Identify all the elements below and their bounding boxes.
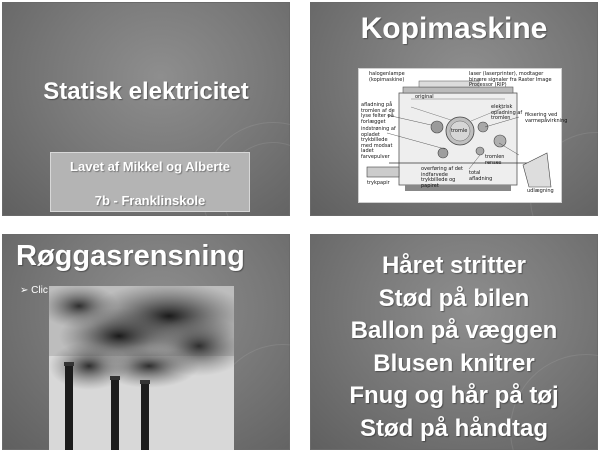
list-item: Håret stritter [381, 252, 527, 279]
slide-thumbnail-4[interactable] [310, 234, 598, 450]
slide-thumbnail-1[interactable] [2, 2, 290, 216]
diagram-label: elektrisk opladning af tromlen [491, 104, 523, 121]
diagram-label: tromlen renses [485, 154, 505, 166]
slide-thumbnail-2[interactable] [310, 2, 598, 216]
smokestack-illustration [49, 286, 234, 450]
diagram-label: trykpapir [367, 180, 390, 186]
diagram-label: afladning på tromlen af de lyse felter på forlægget [361, 102, 395, 125]
slide-title: Kopimaskine [360, 12, 548, 45]
diagram-label: overføring af det indfarvede trykbillede og papiret [421, 166, 463, 189]
diagram-label: indstrøning af opladet trykbillede med modsat ladet farvepulver [361, 126, 396, 160]
diagram-label: total afladning [469, 170, 493, 182]
bullet-label: Clic [31, 285, 48, 296]
diagram-label: tromle [451, 128, 468, 134]
slide-thumbnail-3[interactable] [2, 234, 290, 450]
diagram-label: udlægning [527, 188, 554, 194]
copier-diagram [358, 68, 568, 203]
slide-title: Statisk elektricitet [43, 78, 249, 105]
diagram-label: laser (laserprinter), modtager binære signaler fra Raster Image Processor (RIP) [469, 71, 552, 88]
list-item: Fnug og hår på tøj [349, 382, 559, 409]
subtitle-line: 7b - Franklinskole [94, 193, 206, 208]
list-item: Stød på bilen [378, 284, 530, 312]
diagram-label: original [415, 94, 434, 100]
diagram-label: halogenlampe (kopimaskine) [369, 71, 405, 83]
text-list [310, 250, 598, 445]
list-item: Blusen knitrer [373, 349, 535, 377]
smokestack-photo [49, 286, 234, 450]
diagram-label: fiksering ved varmepåvirkning [525, 112, 568, 124]
list-item: Ballon på væggen [350, 317, 558, 344]
subtitle-line: Lavet af Mikkel og Alberte [70, 159, 230, 174]
subtitle-box [50, 152, 250, 212]
slide-title: Røggasrensning [16, 240, 245, 272]
list-item: Stød på håndtag [360, 414, 548, 442]
bullet-text: ➢ Clic [20, 285, 48, 296]
